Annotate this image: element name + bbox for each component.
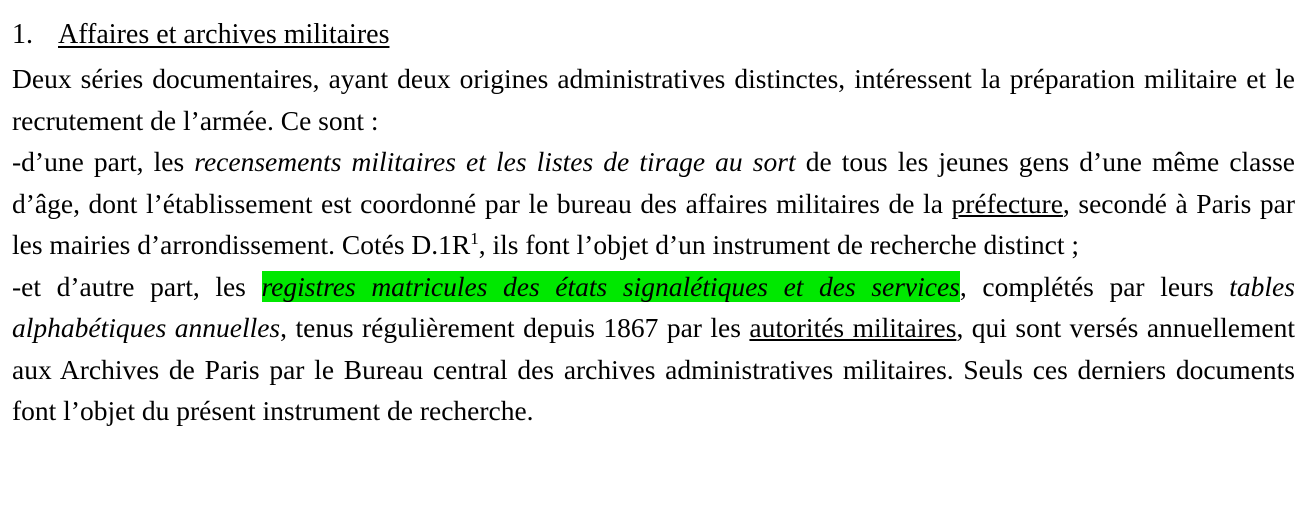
second-series-text-3: , tenus régulièrement depuis 1867 par les — [280, 312, 750, 343]
first-series-underlined-prefecture: préfecture — [951, 187, 1063, 219]
paragraph-intro — [12, 58, 1295, 141]
second-series-text-2: , complétés par leurs — [959, 270, 1230, 302]
second-series-italic-tables: tables alphabétiques annuelles — [12, 270, 1295, 343]
paragraph-intro-line-1: Deux séries documentaires, ayant deux origines administratives distinctes, intéressent la — [12, 63, 1001, 94]
paragraph-first-series — [12, 141, 1295, 266]
second-series-lead-in: -et d’autre part, les — [12, 270, 262, 302]
first-series-text-4: , ils font l’objet d’un instrument de recherche distinct ; — [478, 229, 1080, 260]
first-series-text-2: de tous les jeunes gens d’une même classe d’âge, dont l’établissement est coordonné par le bureau des affaires militaires de la — [12, 146, 1295, 219]
highlighted-register-title: registres matricules des états signalétiques et des services — [261, 270, 960, 302]
paragraph-intro-line-2: préparation militaire et le recrutement de l’armée. Ce sont : — [12, 63, 1296, 136]
first-series-italic-title: recensements militaires et les listes de tirage au sort — [194, 146, 796, 177]
section-title: Affaires et archives militaires — [58, 19, 390, 50]
section-number: 1. — [12, 19, 33, 50]
second-series-underlined-authorities: autorités militaires — [749, 312, 957, 343]
paragraph-second-series — [12, 266, 1295, 432]
second-series-text-4: , qui sont versés annuellement aux Archives de Paris par le Bureau central des archives administratives militaires. Seuls ces derniers documents font l’objet du présent instrument de recherche. — [12, 312, 1295, 426]
first-series-lead-in: -d’une part, les — [12, 146, 195, 177]
document-body — [12, 58, 1295, 432]
first-series-text-3: , secondé à Paris par les mairies d’arrondissement. Cotés D.1R — [12, 187, 1295, 260]
footnote-marker: 1 — [470, 228, 479, 248]
section-heading — [12, 14, 1295, 56]
